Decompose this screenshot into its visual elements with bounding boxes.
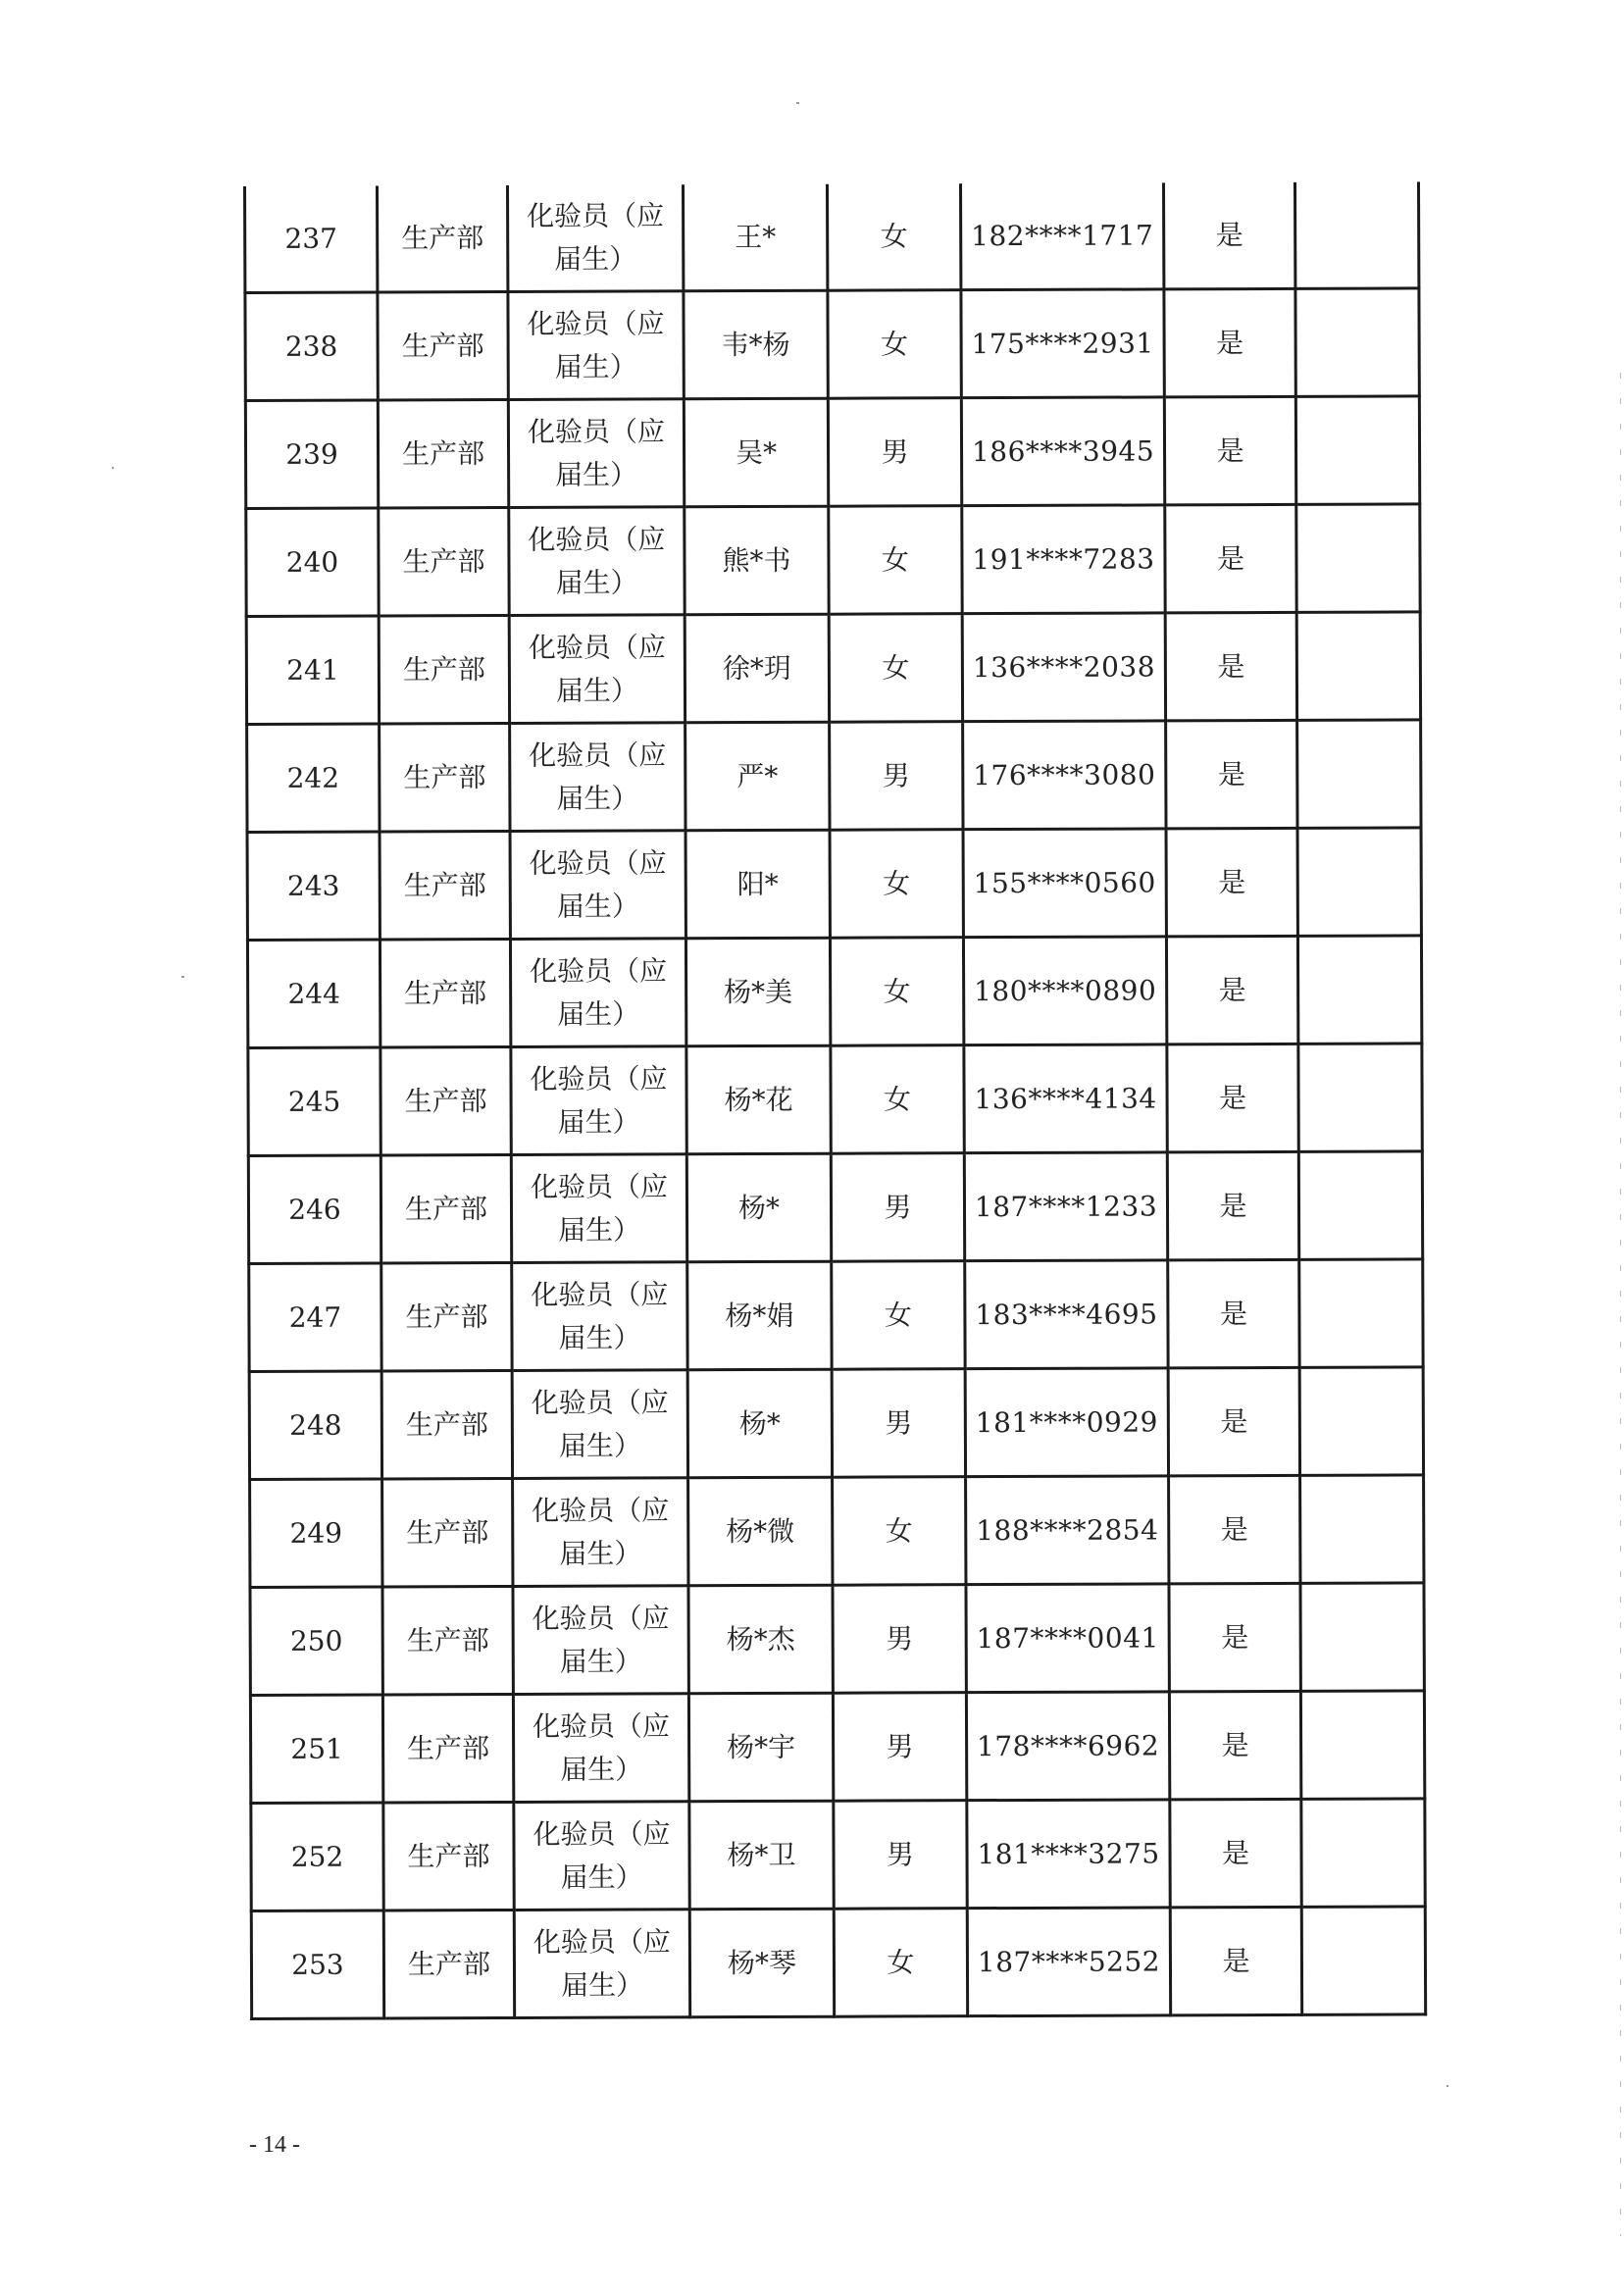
cell-position [512, 1262, 687, 1371]
cell-gender: 男 [828, 398, 961, 507]
cell-phone: 181****0929 [965, 1368, 1168, 1477]
cell-name: 王* [683, 184, 827, 291]
cell-phone: 155****0560 [963, 829, 1166, 938]
cell-position [510, 939, 685, 1047]
cell-name: 杨*花 [686, 1045, 831, 1154]
cell-position [513, 1694, 688, 1803]
table-row [245, 396, 1419, 509]
cell-gender: 女 [833, 1477, 966, 1586]
cell-position [513, 1478, 688, 1587]
table-row [249, 1367, 1423, 1480]
position-text: 化验员（应届生） [532, 1601, 670, 1678]
cell-remark [1295, 288, 1419, 396]
position-text: 化验员（应届生） [532, 1493, 670, 1570]
cell-index: 242 [247, 724, 380, 833]
cell-index: 248 [249, 1371, 381, 1480]
scan-edge-mark [1620, 373, 1621, 2236]
cell-name: 杨*卫 [689, 1801, 834, 1910]
cell-index: 247 [249, 1263, 381, 1372]
cell-position [509, 615, 685, 724]
cell-qualified: 是 [1169, 1583, 1300, 1692]
cell-index: 251 [250, 1695, 382, 1804]
cell-index: 252 [251, 1803, 383, 1911]
cell-department: 生产部 [381, 1046, 511, 1155]
page-number: - 14 - [249, 2132, 300, 2158]
table-container [243, 181, 1427, 2077]
cell-remark [1297, 828, 1421, 936]
position-text: 化验员（应届生） [529, 845, 667, 923]
position-text: 化验员（应届生） [529, 953, 668, 1031]
cell-index: 243 [247, 832, 380, 941]
cell-remark [1297, 936, 1421, 1044]
cell-qualified: 是 [1168, 1259, 1299, 1368]
cell-name: 严* [685, 722, 830, 831]
cell-gender: 男 [830, 722, 963, 831]
cell-gender: 女 [832, 1261, 965, 1370]
cell-department: 生产部 [380, 831, 510, 940]
cell-gender: 男 [831, 1153, 964, 1262]
cell-remark [1300, 1583, 1424, 1691]
cell-qualified: 是 [1166, 720, 1297, 829]
cell-remark [1295, 396, 1419, 504]
cell-gender: 男 [833, 1693, 966, 1802]
cell-name: 杨*娟 [687, 1261, 832, 1370]
cell-index: 249 [250, 1479, 382, 1588]
cell-gender: 女 [830, 938, 963, 1046]
cell-position [512, 1370, 687, 1479]
cell-index: 246 [248, 1155, 381, 1264]
scan-dot [1446, 2085, 1448, 2087]
cell-qualified: 是 [1166, 936, 1297, 1045]
position-text: 化验员（应届生） [531, 1385, 669, 1462]
cell-department: 生产部 [377, 185, 507, 292]
cell-phone: 181****3275 [967, 1800, 1170, 1909]
position-text: 化验员（应届生） [533, 1924, 671, 2002]
position-text: 化验员（应届生） [528, 522, 666, 599]
cell-department: 生产部 [383, 1802, 514, 1911]
cell-department: 生产部 [378, 291, 508, 400]
table-row [244, 181, 1418, 292]
cell-qualified: 是 [1168, 1367, 1299, 1476]
cell-remark [1299, 1367, 1423, 1475]
cell-name: 吴* [684, 398, 828, 507]
cell-department: 生产部 [380, 939, 510, 1047]
position-text: 化验员（应届生） [532, 1708, 671, 1786]
position-text: 化验员（应届生） [527, 198, 665, 276]
cell-qualified: 是 [1170, 1799, 1301, 1908]
cell-remark [1300, 1475, 1424, 1583]
cell-index: 239 [245, 400, 378, 509]
cell-qualified: 是 [1164, 396, 1295, 505]
cell-position [508, 291, 684, 400]
cell-index: 250 [250, 1587, 382, 1696]
cell-gender: 女 [827, 183, 960, 290]
table-row [251, 1907, 1425, 2019]
table-row [250, 1583, 1424, 1696]
cell-position [510, 723, 685, 832]
cell-index: 240 [246, 508, 379, 617]
cell-gender: 女 [834, 1909, 967, 2017]
cell-phone: 136****2038 [962, 613, 1165, 722]
cell-index: 253 [251, 1911, 383, 2019]
position-text: 化验员（应届生） [533, 1816, 671, 1894]
cell-index: 245 [248, 1047, 381, 1156]
cell-department: 生产部 [378, 399, 508, 508]
cell-gender: 女 [831, 1045, 964, 1154]
cell-department: 生产部 [379, 507, 509, 616]
cell-department: 生产部 [381, 1370, 512, 1479]
cell-position [514, 1802, 689, 1911]
cell-qualified: 是 [1169, 1475, 1300, 1584]
cell-remark [1300, 1691, 1424, 1799]
cell-qualified: 是 [1167, 1044, 1298, 1152]
position-text: 化验员（应届生） [527, 414, 666, 491]
cell-department: 生产部 [380, 723, 510, 832]
cell-remark [1296, 612, 1420, 720]
position-text: 化验员（应届生） [527, 306, 665, 383]
cell-index: 238 [245, 292, 378, 401]
cell-phone: 191****7283 [962, 505, 1165, 614]
cell-name: 杨*杰 [688, 1585, 833, 1694]
cell-position [508, 399, 684, 508]
cell-phone: 182****1717 [960, 182, 1163, 289]
scan-dot [181, 976, 184, 978]
cell-position [514, 1910, 689, 2018]
table-row [250, 1691, 1424, 1804]
cell-name: 杨*美 [685, 938, 830, 1046]
table-row [247, 720, 1421, 833]
cell-remark [1298, 1044, 1422, 1151]
cell-phone: 176****3080 [963, 721, 1166, 830]
candidate-table [243, 181, 1427, 2020]
cell-gender: 女 [830, 830, 963, 939]
cell-gender: 女 [828, 290, 961, 399]
cell-phone: 187****5252 [967, 1908, 1170, 2016]
cell-department: 生产部 [383, 1910, 514, 2018]
cell-name: 杨* [686, 1153, 831, 1262]
table-row [245, 288, 1419, 401]
cell-position [509, 507, 685, 616]
cell-index: 241 [246, 616, 379, 725]
cell-remark [1299, 1259, 1423, 1367]
cell-gender: 男 [832, 1369, 965, 1478]
cell-position [511, 1154, 686, 1263]
cell-position [513, 1586, 688, 1695]
cell-phone: 175****2931 [961, 289, 1164, 398]
cell-qualified: 是 [1170, 1907, 1301, 2015]
cell-index: 237 [244, 185, 377, 292]
cell-qualified: 是 [1164, 288, 1295, 397]
cell-gender: 女 [829, 614, 962, 723]
cell-phone: 188****2854 [966, 1476, 1169, 1585]
table-row [251, 1799, 1425, 1911]
cell-remark [1296, 504, 1420, 612]
cell-name: 徐*玥 [685, 614, 829, 723]
cell-remark [1298, 1151, 1422, 1259]
table-row [246, 612, 1420, 725]
cell-qualified: 是 [1165, 612, 1296, 721]
table-row [249, 1259, 1423, 1372]
table-row [248, 1044, 1422, 1156]
table-row [246, 504, 1420, 617]
cell-gender: 男 [834, 1801, 967, 1910]
cell-qualified: 是 [1166, 828, 1297, 937]
position-text: 化验员（应届生） [531, 1277, 669, 1354]
cell-phone: 187****1233 [964, 1152, 1167, 1261]
cell-phone: 136****4134 [964, 1045, 1167, 1153]
scan-dot [112, 467, 114, 469]
cell-position [507, 184, 683, 291]
cell-position [510, 831, 685, 940]
cell-name: 杨*琴 [689, 1909, 834, 2017]
cell-phone: 178****6962 [966, 1692, 1169, 1801]
cell-remark [1297, 720, 1421, 828]
position-text: 化验员（应届生） [530, 1169, 668, 1247]
cell-department: 生产部 [382, 1694, 513, 1803]
cell-qualified: 是 [1167, 1151, 1298, 1260]
table-row [247, 936, 1421, 1048]
cell-department: 生产部 [382, 1586, 513, 1695]
position-text: 化验员（应届生） [529, 738, 667, 815]
cell-phone: 186****3945 [961, 397, 1164, 506]
cell-phone: 187****0041 [966, 1584, 1169, 1693]
cell-qualified: 是 [1163, 182, 1294, 289]
cell-qualified: 是 [1165, 504, 1296, 613]
cell-gender: 女 [829, 506, 962, 615]
cell-qualified: 是 [1169, 1691, 1300, 1800]
cell-department: 生产部 [379, 615, 509, 724]
table-body [244, 181, 1425, 2018]
cell-name: 韦*杨 [684, 290, 828, 399]
cell-remark [1301, 1799, 1425, 1907]
cell-phone: 180****0890 [963, 937, 1166, 1045]
cell-remark [1301, 1907, 1425, 2014]
cell-name: 杨*微 [688, 1477, 833, 1586]
cell-gender: 男 [833, 1585, 966, 1694]
cell-department: 生产部 [381, 1262, 512, 1371]
table-row [248, 1151, 1422, 1264]
cell-name: 熊*书 [685, 506, 829, 615]
position-text: 化验员（应届生） [528, 630, 666, 707]
cell-department: 生产部 [382, 1478, 513, 1587]
position-text: 化验员（应届生） [530, 1061, 668, 1139]
cell-index: 244 [247, 940, 380, 1048]
cell-name: 阳* [685, 830, 830, 939]
cell-position [511, 1046, 686, 1155]
scan-dot [796, 102, 799, 104]
cell-department: 生产部 [381, 1154, 511, 1263]
cell-name: 杨*宇 [688, 1693, 833, 1802]
cell-phone: 183****4695 [965, 1260, 1168, 1369]
cell-name: 杨* [687, 1369, 832, 1478]
cell-remark [1294, 181, 1418, 288]
table-row [247, 828, 1421, 941]
table-row [250, 1475, 1424, 1588]
